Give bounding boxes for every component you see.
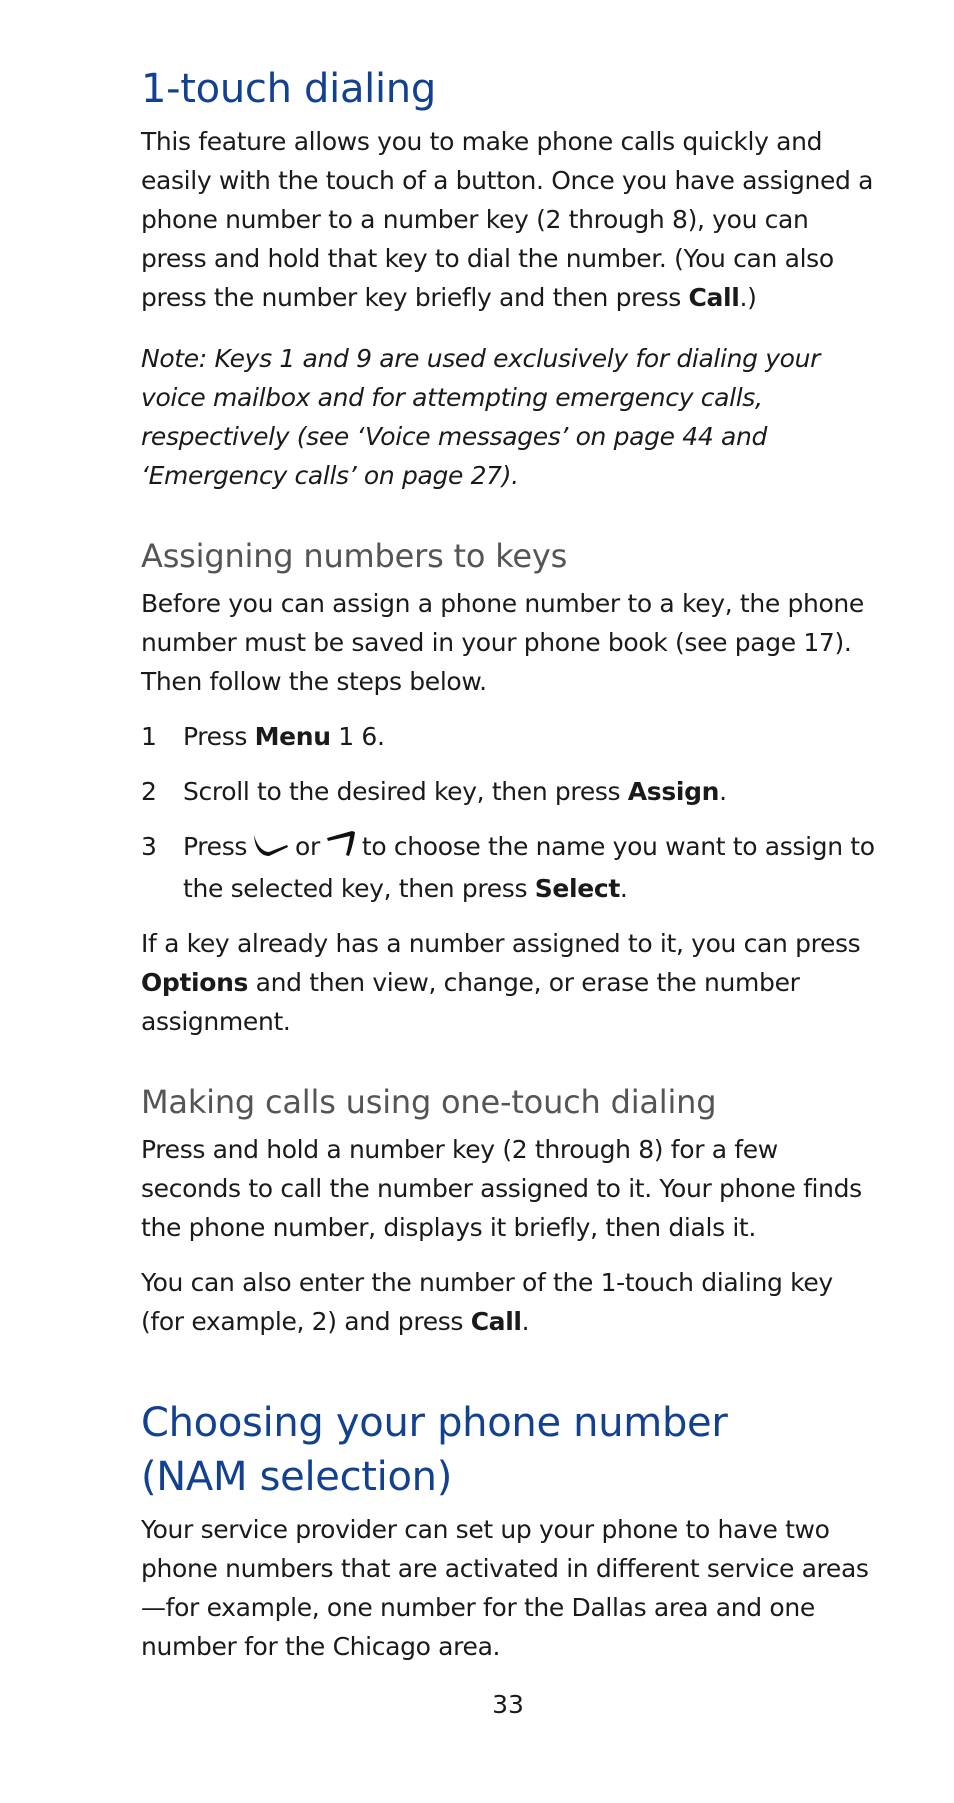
- title-line-1: Choosing your phone number: [141, 1400, 728, 1446]
- title-line-2: (NAM selection): [141, 1454, 453, 1500]
- call-key-label: Call: [688, 283, 740, 312]
- making-calls-paragraph-2: [141, 1263, 881, 1341]
- step-text-before: Press: [183, 722, 255, 751]
- note-paragraph: Note: Keys 1 and 9 are used exclusively for dialing your voice mailbox and for attempting emergency calls, respectively (see ‘Voice messages’ on page 44 and ‘Emergency calls’ on page 27).: [141, 344, 821, 490]
- step-text: [183, 827, 881, 908]
- options-key-label: Options: [141, 968, 249, 997]
- step-text-after: .: [719, 777, 727, 806]
- step-number: 1: [141, 722, 157, 751]
- one-touch-intro-paragraph: [141, 122, 881, 317]
- step-item: [141, 717, 881, 756]
- step-number: 3: [141, 832, 157, 861]
- assign-key-label: Assign: [627, 777, 720, 806]
- step-text: [183, 717, 881, 756]
- step-text-after: 1 6.: [330, 722, 385, 751]
- step-text-after: .: [619, 874, 628, 903]
- nam-paragraph: Your service provider can set up your phone to have two phone numbers that are activated in different service areas—for example, one number for the Dallas area and one number for the Chicago area.: [141, 1515, 869, 1661]
- making-calls-paragraph: Press and hold a number key (2 through 8) for a few seconds to call the number assigned to it. Your phone finds the phone number, displays it briefly, then dials it.: [141, 1135, 862, 1242]
- step-text: [183, 772, 881, 811]
- step-text-before: Press: [183, 832, 248, 861]
- call-key-label: Call: [470, 1307, 522, 1336]
- section-title-nam-selection: [141, 1396, 881, 1504]
- options-text-before: If a key already has a number assigned to it, you can press: [141, 929, 861, 958]
- subheading-making-calls: Making calls using one-touch dialing: [141, 1083, 717, 1121]
- menu-key-label: Menu: [254, 722, 331, 751]
- steps-list: [141, 717, 881, 908]
- intro-text: This feature allows you to make phone calls quickly and easily with the touch of a button. Once you have assigned a phone number to a number key (2 through 8), you can press and hold that key to dial the number. (You can also press the number key briefly and then press: [141, 127, 874, 312]
- options-paragraph: [141, 924, 881, 1041]
- section-title-one-touch-dialing: 1-touch dialing: [141, 66, 436, 112]
- options-text-after: and then view, change, or erase the number assignment.: [141, 968, 800, 1036]
- step-text-before: Scroll to the desired key, then press: [183, 777, 628, 806]
- intro-text-end: .): [739, 283, 757, 312]
- step-item: [141, 772, 881, 811]
- scroll-down-key-icon: [251, 830, 291, 869]
- making-text-after: .: [521, 1307, 530, 1336]
- manual-page: [141, 62, 881, 1682]
- scroll-up-key-icon: [324, 828, 358, 869]
- select-key-label: Select: [534, 874, 620, 903]
- subheading-assigning-numbers: Assigning numbers to keys: [141, 537, 568, 575]
- step-text-or: or: [295, 832, 320, 861]
- step-item: [141, 827, 881, 908]
- step-text-after-icons: to choose the name you want to assign to the selected key, then press: [183, 832, 875, 903]
- page-number: 33: [492, 1690, 524, 1719]
- step-number: 2: [141, 777, 157, 806]
- assigning-intro-paragraph: Before you can assign a phone number to a key, the phone number must be saved in your phone book (see page 17). Then follow the steps below.: [141, 589, 864, 696]
- making-text-before: You can also enter the number of the 1-touch dialing key (for example, 2) and press: [141, 1268, 833, 1336]
